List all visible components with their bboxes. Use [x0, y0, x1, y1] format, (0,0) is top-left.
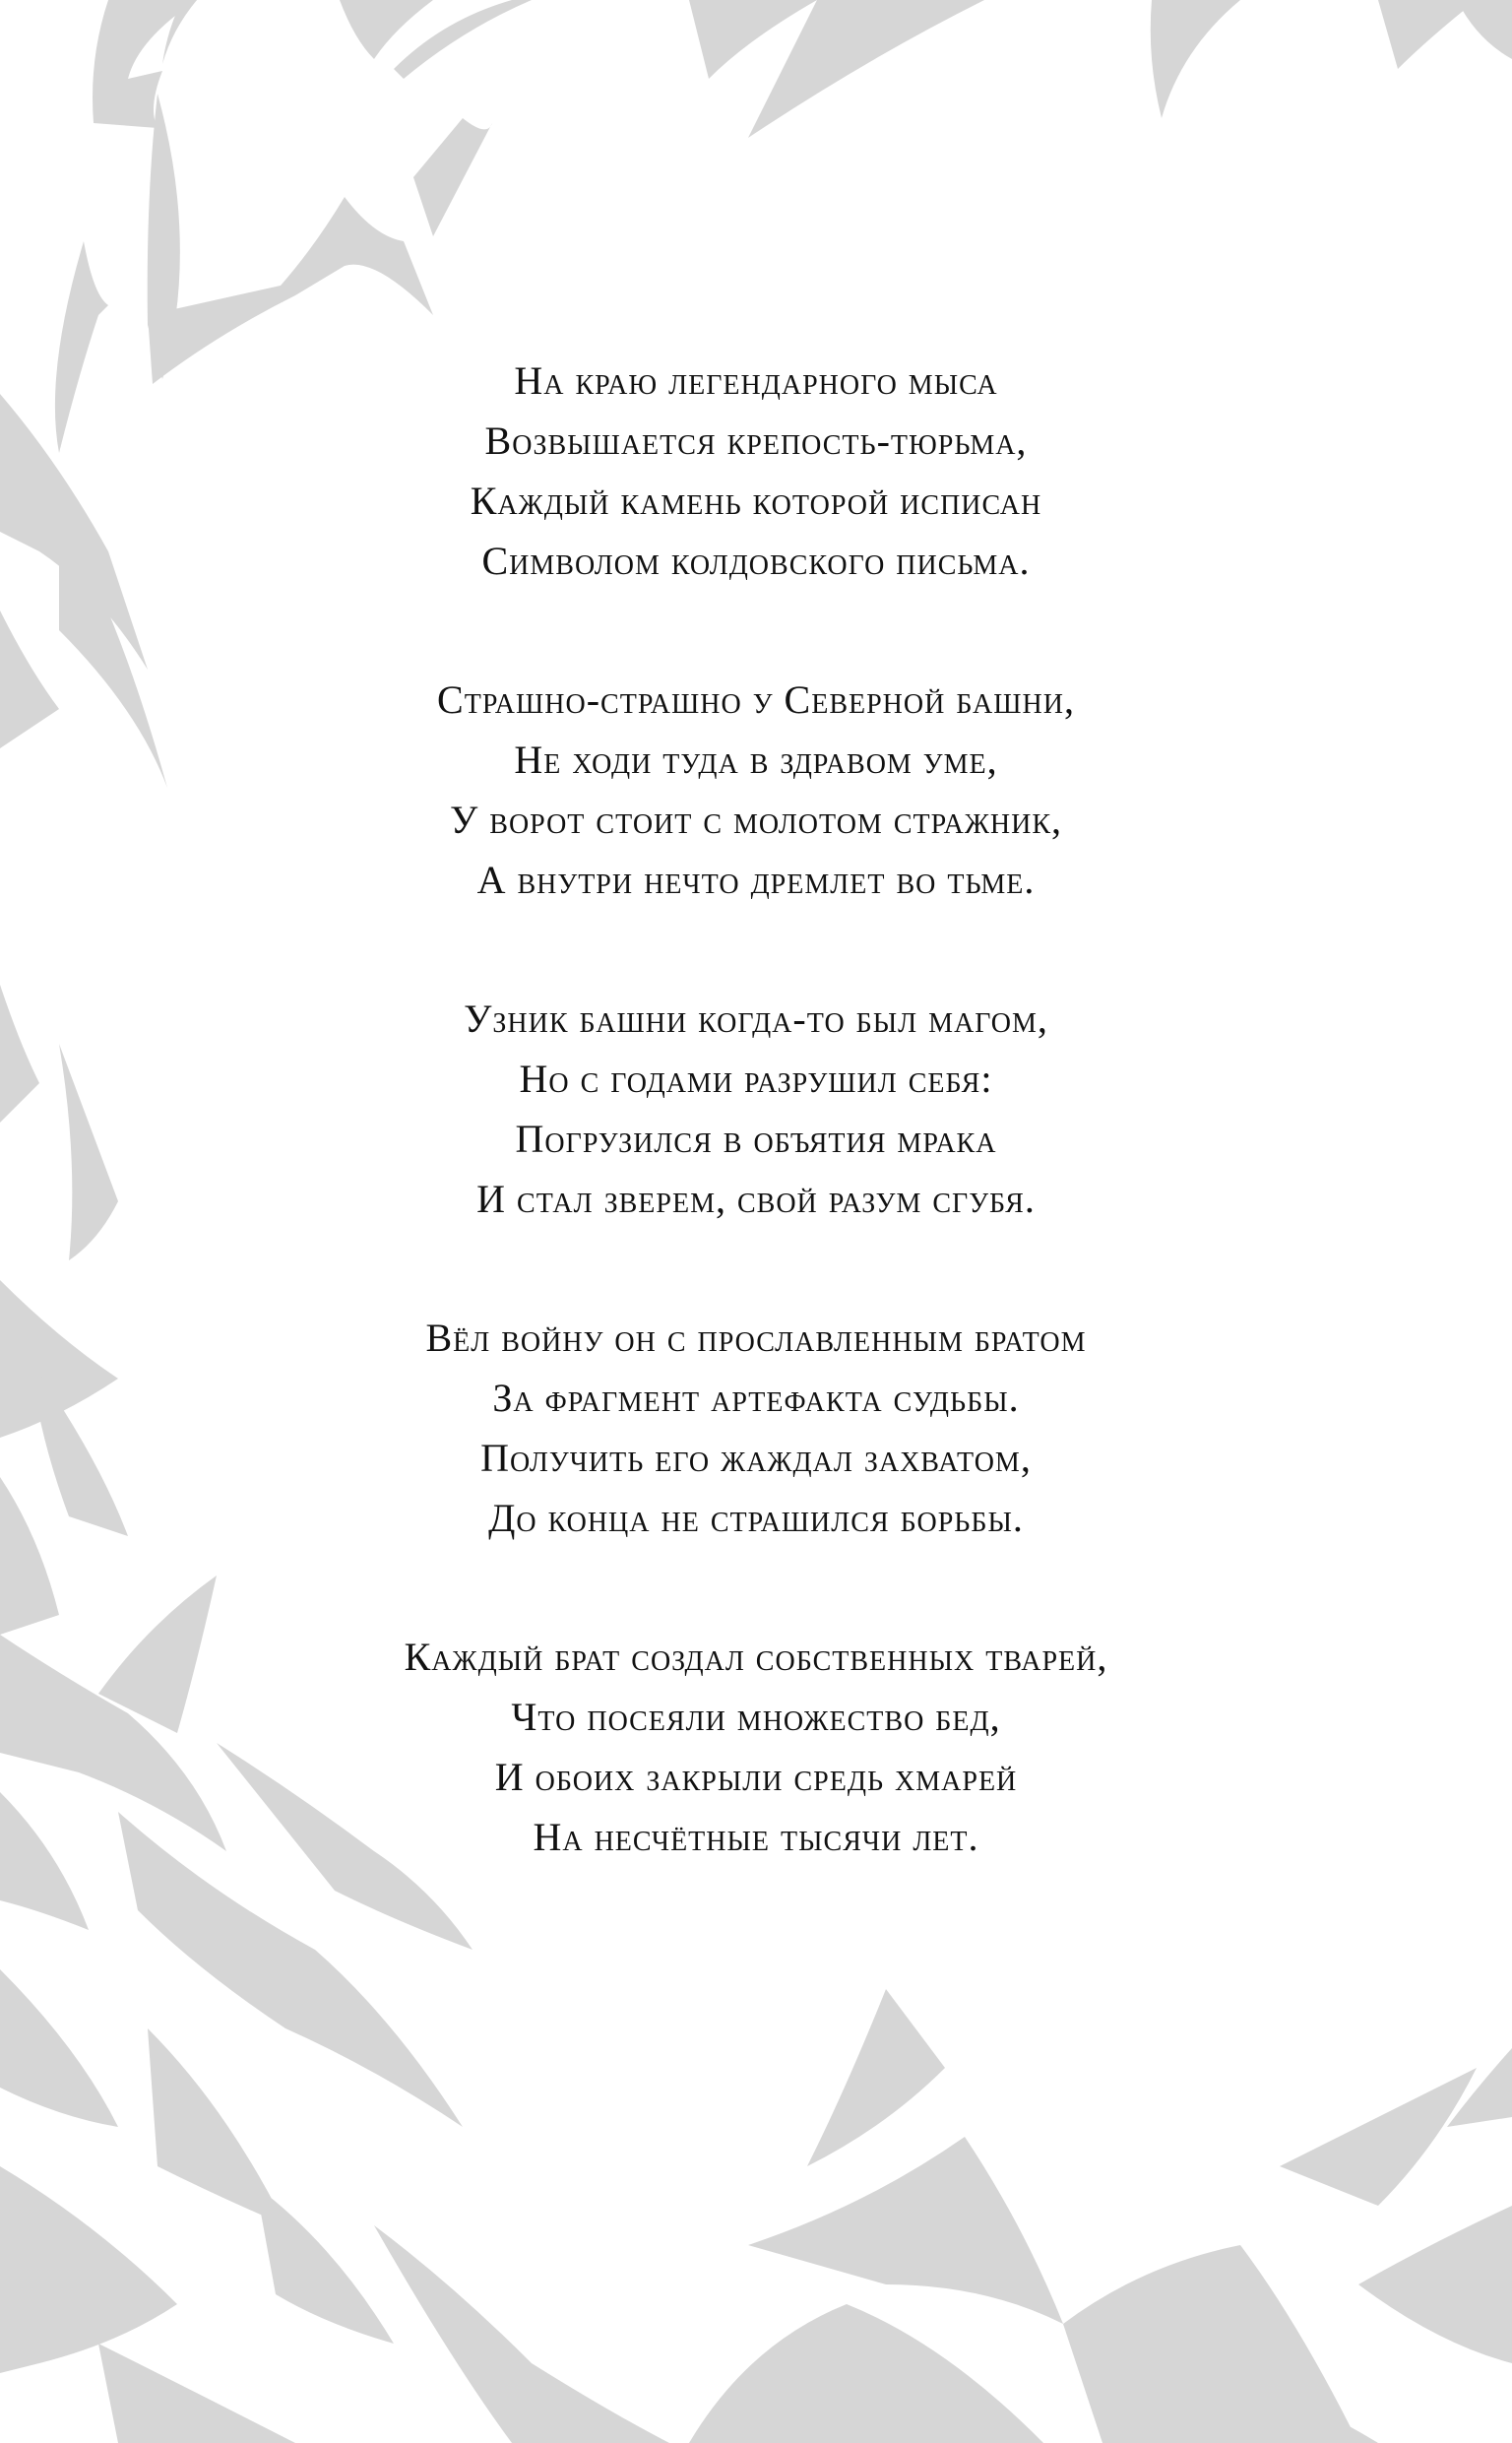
poem-line: До конца не страшился борьбы. — [488, 1496, 1024, 1540]
poem-line: Не ходи туда в здравом уме, — [514, 738, 998, 782]
poem-line: Вёл войну он с прославленным братом — [425, 1316, 1087, 1360]
stanza-3 — [0, 989, 1512, 1229]
poem-line: Получить его жаждал захватом, — [480, 1436, 1032, 1480]
poem-line: И стал зверем, свой разум сгубя. — [476, 1177, 1036, 1221]
poem-line: Возвышается крепость-тюрьма, — [484, 418, 1028, 463]
poem-line: На несчётные тысячи лет. — [533, 1815, 979, 1859]
poem-line: А внутри нечто дремлет во тьме. — [476, 858, 1036, 902]
stanza-1 — [0, 351, 1512, 591]
poem-line: Каждый брат создал собственных тварей, — [404, 1635, 1108, 1679]
poem-line: У ворот стоит с молотом стражник, — [449, 798, 1063, 842]
poem-line: Каждый камень которой исписан — [470, 479, 1042, 523]
stanza-4 — [0, 1308, 1512, 1548]
poem-line: Но с годами разрушил себя: — [519, 1057, 993, 1101]
stanza-5 — [0, 1627, 1512, 1867]
poem — [0, 351, 1512, 1946]
poem-line: Что посеяли множество бед, — [511, 1695, 1001, 1739]
stanza-2 — [0, 670, 1512, 910]
poem-line: Страшно-страшно у Северной башни, — [437, 677, 1075, 722]
poem-line: Узник башни когда-то был магом, — [464, 996, 1048, 1041]
poem-line: За фрагмент артефакта судьбы. — [492, 1376, 1020, 1420]
poem-line: Символом колдовского письма. — [481, 539, 1031, 583]
poem-line: И обоих закрыли средь хмарей — [494, 1755, 1018, 1799]
poem-line: На краю легендарного мыса — [514, 358, 998, 403]
poem-line: Погрузился в объятия мрака — [515, 1117, 997, 1161]
